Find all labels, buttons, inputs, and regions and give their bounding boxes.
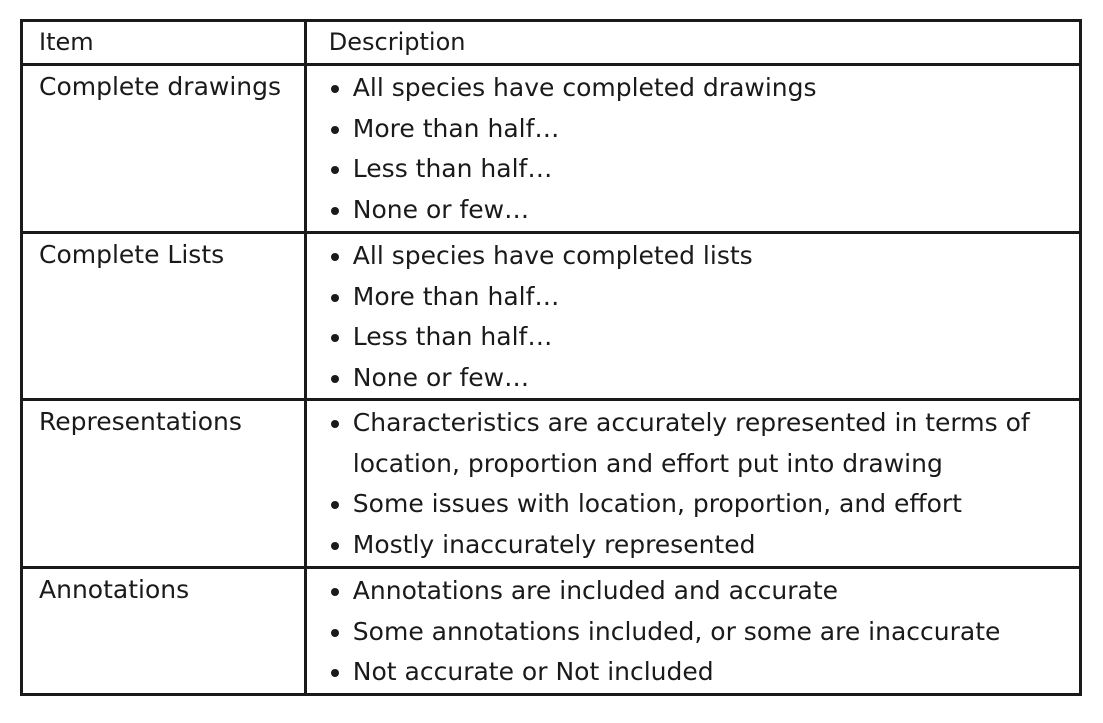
- bullet-list: [329, 403, 1079, 565]
- bullet-list: [329, 68, 1079, 230]
- description-annotations: [305, 568, 1080, 695]
- item-complete-lists: Complete Lists: [22, 233, 306, 400]
- bullet-item: Some annotations included, or some are inaccurate: [329, 612, 1079, 653]
- bullet-item: All species have completed lists: [329, 236, 1079, 277]
- description-representations: [305, 400, 1080, 568]
- bullet-item: None or few…: [329, 190, 1079, 231]
- bullet-list: [329, 571, 1079, 693]
- bullet-item: Less than half…: [329, 149, 1079, 190]
- item-complete-drawings: Complete drawings: [22, 65, 306, 233]
- header-description: Description: [305, 21, 1080, 65]
- bullet-item: More than half…: [329, 277, 1079, 318]
- item-annotations: Annotations: [22, 568, 306, 695]
- bullet-item: More than half…: [329, 109, 1079, 150]
- header-row: [22, 21, 1081, 65]
- description-complete-drawings: [305, 65, 1080, 233]
- table-row: [22, 568, 1081, 695]
- table-row: [22, 233, 1081, 400]
- bullet-item: Some issues with location, proportion, and effort: [329, 484, 1079, 525]
- table-row: [22, 65, 1081, 233]
- bullet-item: Not accurate or Not included: [329, 652, 1079, 693]
- rubric-table: [20, 19, 1082, 696]
- bullet-item: Less than half…: [329, 317, 1079, 358]
- table-row: [22, 400, 1081, 568]
- description-complete-lists: [305, 233, 1080, 400]
- bullet-item: Mostly inaccurately represented: [329, 525, 1079, 566]
- bullet-list: [329, 236, 1079, 398]
- bullet-item: Annotations are included and accurate: [329, 571, 1079, 612]
- bullet-item: All species have completed drawings: [329, 68, 1079, 109]
- item-representations: Representations: [22, 400, 306, 568]
- header-item: Item: [22, 21, 306, 65]
- bullet-item: None or few…: [329, 358, 1079, 399]
- bullet-item: Characteristics are accurately represented in terms of location, proportion and effort put into drawing: [329, 403, 1079, 484]
